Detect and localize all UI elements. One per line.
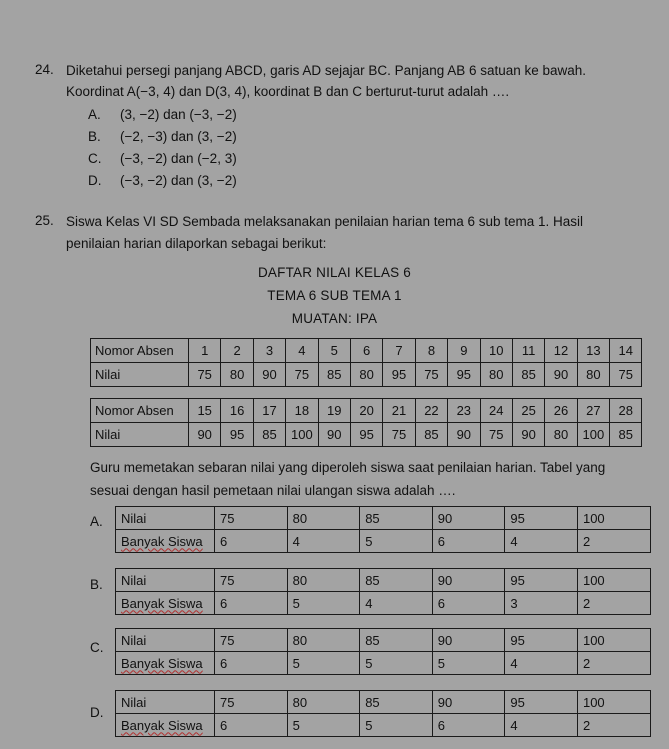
option-d-nilai-cell: 80: [287, 691, 360, 714]
table-2-absen-cell: 28: [610, 399, 642, 423]
option-d-banyak-label: [116, 714, 215, 737]
q24-option-b-letter: B.: [88, 129, 101, 144]
option-b-banyak-cell: 3: [505, 592, 578, 615]
option-b-banyak-row: [116, 592, 651, 615]
q25-option-b-table: [115, 568, 651, 615]
option-a-banyak-row: [116, 530, 651, 553]
table-1-absen-cell: 11: [512, 339, 544, 363]
table-2-absen-cell: 17: [253, 399, 285, 423]
option-a-banyak-label-text: Banyak Siswa: [121, 533, 203, 549]
option-d-nilai-cell: 90: [432, 691, 505, 714]
q25-option-c-table: [115, 628, 651, 675]
option-d-nilai-cell: 75: [215, 691, 288, 714]
table-2-header-row: [91, 399, 642, 423]
table-1-nilai-cell: 95: [448, 363, 480, 387]
table-2-nilai-cell: 80: [545, 423, 577, 447]
option-d-banyak-row: [116, 714, 651, 737]
nilai-table-1: [90, 338, 642, 387]
table-2-nilai-cell: 75: [480, 423, 512, 447]
option-b-nilai-label: Nilai: [116, 569, 215, 592]
table-1-row-label: Nilai: [91, 363, 189, 387]
table-2-nilai-cell: 100: [286, 423, 318, 447]
option-c-nilai-cell: 90: [432, 629, 505, 652]
option-a-banyak-cell: 4: [505, 530, 578, 553]
table-2-absen-cell: 24: [480, 399, 512, 423]
table-2-nilai-cell: 90: [189, 423, 221, 447]
table-2-absen-cell: 15: [189, 399, 221, 423]
option-c-nilai-cell: 80: [287, 629, 360, 652]
option-b-nilai-row: [116, 569, 651, 592]
table-1-nilai-row: [91, 363, 642, 387]
option-a-nilai-cell: 100: [577, 507, 650, 530]
table-2-nilai-row: [91, 423, 642, 447]
option-d-nilai-cell: 95: [505, 691, 578, 714]
option-c-banyak-label: [116, 652, 215, 675]
table-1-absen-cell: 13: [577, 339, 609, 363]
option-a-banyak-cell: 4: [287, 530, 360, 553]
table-1-nilai-cell: 75: [415, 363, 447, 387]
table-1-absen-cell: 7: [383, 339, 415, 363]
q24-option-a-letter: A.: [88, 107, 101, 122]
table-1-absen-cell: 1: [189, 339, 221, 363]
table-1-absen-cell: 9: [448, 339, 480, 363]
q25-option-c-letter: C.: [90, 640, 104, 655]
table-1-nilai-cell: 75: [189, 363, 221, 387]
table-2-nilai-cell: 90: [512, 423, 544, 447]
option-c-banyak-cell: 5: [432, 652, 505, 675]
option-d-banyak-cell: 2: [577, 714, 650, 737]
option-a-nilai-cell: 85: [360, 507, 433, 530]
option-d-banyak-cell: 5: [287, 714, 360, 737]
option-b-nilai-cell: 95: [505, 569, 578, 592]
q25-prompt-line2: sesuai dengan hasil pemetaan nilai ulangan siswa adalah ….: [90, 483, 456, 498]
q24-option-b-text: (−2, −3) dan (3, −2): [120, 129, 237, 144]
option-a-nilai-cell: 90: [432, 507, 505, 530]
table-1-absen-cell: 2: [221, 339, 253, 363]
q25-text-line1: Siswa Kelas VI SD Sembada melaksanakan penilaian harian tema 6 sub tema 1. Hasil: [66, 214, 584, 229]
option-a-banyak-label: [116, 530, 215, 553]
table-2-absen-cell: 23: [448, 399, 480, 423]
option-c-banyak-cell: 6: [215, 652, 288, 675]
table-2-nilai-cell: 95: [221, 423, 253, 447]
option-d-banyak-label-text: Banyak Siswa: [121, 717, 203, 733]
table-2-absen-cell: 27: [577, 399, 609, 423]
table-1-nilai-cell: 75: [610, 363, 642, 387]
option-d-banyak-cell: 6: [432, 714, 505, 737]
table-title-1: DAFTAR NILAI KELAS 6: [257, 265, 412, 280]
q24-option-c-text: (−3, −2) dan (−2, 3): [120, 151, 237, 166]
option-b-nilai-cell: 90: [432, 569, 505, 592]
table-2-row-label: Nilai: [91, 423, 189, 447]
table-2-absen-cell: 18: [286, 399, 318, 423]
option-a-banyak-cell: 6: [215, 530, 288, 553]
option-c-banyak-cell: 5: [287, 652, 360, 675]
table-2-nilai-cell: 90: [318, 423, 350, 447]
q24-number: 24.: [35, 62, 54, 77]
option-c-banyak-cell: 2: [577, 652, 650, 675]
option-c-nilai-cell: 95: [505, 629, 578, 652]
q25-text-line2: penilaian harian dilaporkan sebagai berikut:: [66, 236, 327, 251]
option-b-banyak-label-text: Banyak Siswa: [121, 595, 203, 611]
option-d-nilai-row: [116, 691, 651, 714]
option-c-banyak-cell: 5: [360, 652, 433, 675]
table-2-nilai-cell: 95: [350, 423, 382, 447]
option-b-banyak-cell: 4: [360, 592, 433, 615]
table-1-nilai-cell: 75: [286, 363, 318, 387]
table-1-absen-cell: 5: [318, 339, 350, 363]
option-d-nilai-cell: 100: [577, 691, 650, 714]
table-1-absen-cell: 14: [610, 339, 642, 363]
table-1-absen-cell: 4: [286, 339, 318, 363]
q25-number: 25.: [35, 213, 54, 228]
table-1-nilai-cell: 85: [318, 363, 350, 387]
q25-option-a-table: [115, 506, 651, 553]
option-b-banyak-cell: 2: [577, 592, 650, 615]
option-a-nilai-cell: 75: [215, 507, 288, 530]
table-1-header-row: [91, 339, 642, 363]
table-2-nilai-cell: 75: [383, 423, 415, 447]
table-1-absen-cell: 10: [480, 339, 512, 363]
option-c-nilai-label: Nilai: [116, 629, 215, 652]
option-c-banyak-label-text: Banyak Siswa: [121, 655, 203, 671]
table-2-absen-cell: 26: [545, 399, 577, 423]
option-b-banyak-label: [116, 592, 215, 615]
table-2-nilai-cell: 85: [415, 423, 447, 447]
table-1-absen-cell: 8: [415, 339, 447, 363]
table-2-absen-cell: 19: [318, 399, 350, 423]
q24-option-a-text: (3, −2) dan (−3, −2): [120, 107, 237, 122]
q25-prompt-line1: Guru memetakan sebaran nilai yang diperoleh siswa saat penilaian harian. Tabel yang: [90, 460, 606, 475]
table-2-absen-cell: 20: [350, 399, 382, 423]
table-2-nilai-cell: 85: [610, 423, 642, 447]
option-c-nilai-row: [116, 629, 651, 652]
table-1-nilai-cell: 95: [383, 363, 415, 387]
option-a-banyak-cell: 5: [360, 530, 433, 553]
q24-option-c-letter: C.: [88, 151, 102, 166]
option-c-nilai-cell: 85: [360, 629, 433, 652]
table-2-nilai-cell: 85: [253, 423, 285, 447]
option-b-nilai-cell: 100: [577, 569, 650, 592]
q25-option-b-letter: B.: [90, 577, 103, 592]
table-2-absen-cell: 16: [221, 399, 253, 423]
table-2-nilai-cell: 100: [577, 423, 609, 447]
table-title-2: TEMA 6 SUB TEMA 1: [267, 288, 402, 303]
option-b-banyak-cell: 6: [215, 592, 288, 615]
table-1-nilai-cell: 80: [577, 363, 609, 387]
q25-option-d-table: [115, 690, 651, 737]
option-d-nilai-label: Nilai: [116, 691, 215, 714]
table-1-absen-cell: 3: [253, 339, 285, 363]
option-b-nilai-cell: 85: [360, 569, 433, 592]
table-2-absen-cell: 25: [512, 399, 544, 423]
option-c-banyak-row: [116, 652, 651, 675]
option-c-nilai-cell: 75: [215, 629, 288, 652]
table-1-absen-cell: 6: [350, 339, 382, 363]
table-title-3: MUATAN: IPA: [291, 311, 378, 326]
table-1-nilai-cell: 85: [512, 363, 544, 387]
nilai-table-2: [90, 398, 642, 447]
q24-option-d-letter: D.: [88, 173, 102, 188]
option-a-nilai-row: [116, 507, 651, 530]
option-a-nilai-cell: 80: [287, 507, 360, 530]
option-a-nilai-cell: 95: [505, 507, 578, 530]
table-1-nilai-cell: 90: [253, 363, 285, 387]
option-d-banyak-cell: 5: [360, 714, 433, 737]
table-2-absen-cell: 21: [383, 399, 415, 423]
q24-option-d-text: (−3, −2) dan (3, −2): [120, 173, 237, 188]
q25-option-d-letter: D.: [90, 705, 104, 720]
option-b-banyak-cell: 5: [287, 592, 360, 615]
option-b-nilai-cell: 75: [215, 569, 288, 592]
table-1-nilai-cell: 80: [221, 363, 253, 387]
option-b-banyak-cell: 6: [432, 592, 505, 615]
option-a-nilai-label: Nilai: [116, 507, 215, 530]
table-2-nilai-cell: 90: [448, 423, 480, 447]
option-c-banyak-cell: 4: [505, 652, 578, 675]
q24-text-line2: Koordinat A(−3, 4) dan D(3, 4), koordinat B dan C berturut-turut adalah ….: [66, 84, 510, 99]
option-d-banyak-cell: 4: [505, 714, 578, 737]
option-c-nilai-cell: 100: [577, 629, 650, 652]
q25-option-a-letter: A.: [90, 514, 103, 529]
option-a-banyak-cell: 6: [432, 530, 505, 553]
table-1-nilai-cell: 80: [350, 363, 382, 387]
table-1-header-label: Nomor Absen: [91, 339, 189, 363]
table-2-absen-cell: 22: [415, 399, 447, 423]
option-d-nilai-cell: 85: [360, 691, 433, 714]
table-2-header-label: Nomor Absen: [91, 399, 189, 423]
table-1-nilai-cell: 80: [480, 363, 512, 387]
option-a-banyak-cell: 2: [577, 530, 650, 553]
option-b-nilai-cell: 80: [287, 569, 360, 592]
table-1-nilai-cell: 90: [545, 363, 577, 387]
q24-text-line1: Diketahui persegi panjang ABCD, garis AD sejajar BC. Panjang AB 6 satuan ke bawah.: [66, 63, 587, 78]
option-d-banyak-cell: 6: [215, 714, 288, 737]
table-1-absen-cell: 12: [545, 339, 577, 363]
